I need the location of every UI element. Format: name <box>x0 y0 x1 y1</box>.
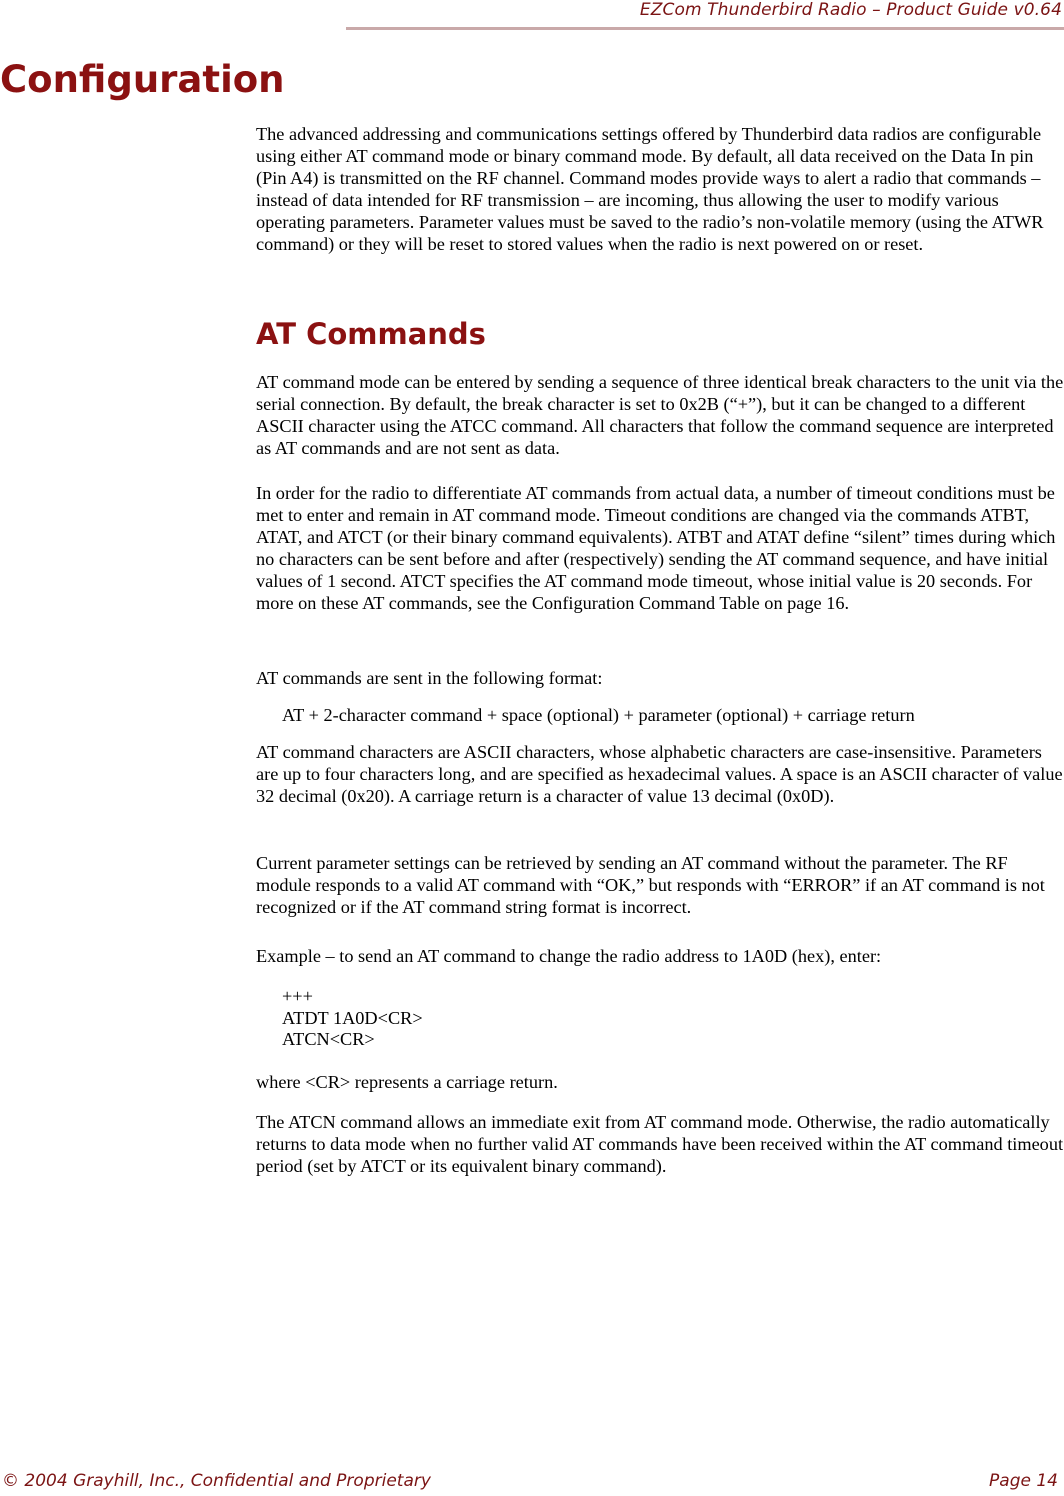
timeout-paragraph: In order for the radio to differentiate AT commands from actual data, a number of timeout conditions must be met to enter and remain in AT command mode. Timeout conditions are changed via the commands ATBT, ATAT, and ATCT (or their binary command equivalents). ATBT and ATAT define “silent” times during which no characters can be sent before and after (respectively) sending the AT command sequence, and have initial values of 1 second. ATCT specifies the AT command mode timeout, whose initial value is 20 seconds. For more on these AT commands, see the Configuration Command Table on page 16. <box>256 483 1056 613</box>
footer-copyright: © 2004 Grayhill, Inc., Confidential and Proprietary <box>2 1471 431 1491</box>
footer-page-number: Page 14 <box>989 1471 1058 1491</box>
subsection-heading-at-commands: AT Commands <box>256 317 486 351</box>
example-command-block <box>282 986 423 1051</box>
example-line: ATDT 1A0D<CR> <box>282 1007 423 1028</box>
section-heading-configuration: Configuration <box>0 58 285 101</box>
header-rule <box>346 27 1064 30</box>
example-line: +++ <box>282 986 313 1006</box>
format-intro-paragraph: AT commands are sent in the following format: <box>256 668 603 688</box>
parameter-retrieval-paragraph: Current parameter settings can be retrieved by sending an AT command without the parameter. The RF module responds to a valid AT command with “OK,” but responds with “ERROR” if an AT command is not recognized or if the AT command string format is incorrect. <box>256 853 1045 917</box>
example-intro-paragraph: Example – to send an AT command to change the radio address to 1A0D (hex), enter: <box>256 946 882 966</box>
document-header-title: EZCom Thunderbird Radio – Product Guide v0.64 <box>639 0 1062 20</box>
intro-paragraph: The advanced addressing and communications settings offered by Thunderbird data radios are configurable using either AT command mode or binary command mode. By default, all data received on the Data In pin (Pin A4) is transmitted on the RF channel. Command modes provide ways to alert a radio that commands – instead of data intended for RF transmission – are incoming, thus allowing the user to modify various operating parameters. Parameter values must be saved to the radio’s non-volatile memory (using the ATWR command) or they will be reset to stored values when the radio is next powered on or reset. <box>256 124 1044 254</box>
cr-note-paragraph: where <CR> represents a carriage return. <box>256 1072 558 1092</box>
ascii-paragraph: AT command characters are ASCII characters, whose alphabetic characters are case-insensitive. Parameters are up to four characters long, and are specified as hexadecimal values. A space is an ASCII character of value 32 decimal (0x20). A carriage return is a character of value 13 decimal (0x0D). <box>256 742 1063 806</box>
command-format-line: AT + 2-character command + space (optional) + parameter (optional) + carriage return <box>282 705 915 725</box>
at-mode-paragraph: AT command mode can be entered by sending a sequence of three identical break characters to the unit via the serial connection. By default, the break character is set to 0x2B (“+”), but it can be changed to a different ASCII character using the ATCC command. All characters that follow the command sequence are interpreted as AT commands and are not sent as data. <box>256 372 1064 458</box>
example-line: ATCN<CR> <box>282 1029 375 1049</box>
atcn-paragraph: The ATCN command allows an immediate exit from AT command mode. Otherwise, the radio automatically returns to data mode when no further valid AT commands have been received within the AT command timeout period (set by ATCT or its equivalent binary command). <box>256 1112 1064 1176</box>
